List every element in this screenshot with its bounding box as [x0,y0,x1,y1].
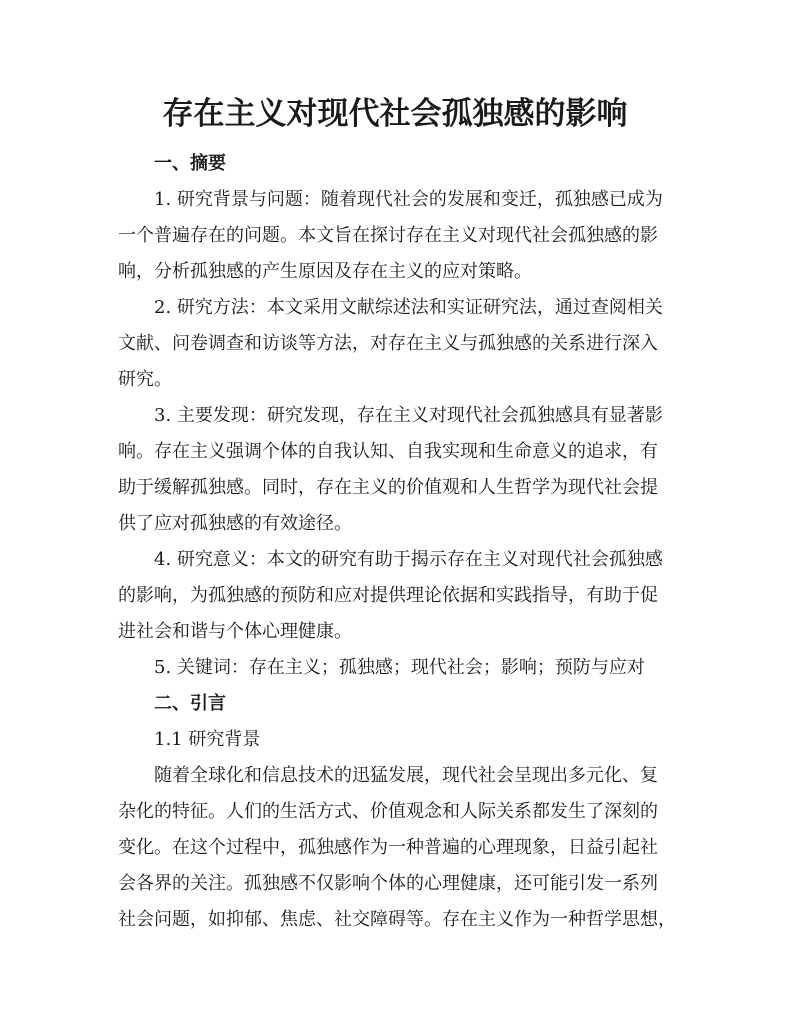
abstract-item-1 [118,182,672,290]
text-line: 2. 研究方法：本文采用文献综述法和实证研究法，通过查阅相关 [154,297,663,318]
background-paragraph [118,758,676,938]
abstract-item-2 [118,290,672,398]
text-line: 4. 研究意义：本文的研究有助于揭示存在主义对现代社会孤独感 [154,549,663,570]
text-line: 一个普遍存在的问题。本文旨在探讨存在主义对现代社会孤独感的影 [118,225,658,246]
abstract-item-5-keywords [118,650,672,686]
text-line: 的影响，为孤独感的预防和应对提供理论依据和实践指导，有助于促 [118,585,658,606]
document-title: 存在主义对现代社会孤独感的影响 [162,96,628,132]
text-line: 会各界的关注。孤独感不仅影响个体的心理健康，还可能引发一系列 [118,873,658,894]
section-heading-abstract: 一、摘要 [154,153,226,174]
text-line: 供了应对孤独感的有效途径。 [118,513,352,534]
text-line: 助于缓解孤独感。同时，存在主义的价值观和人生哲学为现代社会提 [118,477,658,498]
text-line: 杂化的特征。人们的生活方式、价值观念和人际关系都发生了深刻的 [118,801,658,822]
text-line: 1. 研究背景与问题：随着现代社会的发展和变迁，孤独感已成为 [154,189,663,210]
section-heading-introduction: 二、引言 [154,693,226,714]
text-line: 研究。 [118,369,172,390]
text-line: 5. 关键词：存在主义；孤独感；现代社会；影响；预防与应对 [154,657,645,678]
abstract-item-3 [118,398,672,542]
text-line: 进社会和谐与个体心理健康。 [118,621,352,642]
text-line: 社会问题，如抑郁、焦虑、社交障碍等。存在主义作为一种哲学思想， [118,909,676,930]
text-line: 3. 主要发现：研究发现，存在主义对现代社会孤独感具有显著影 [154,405,663,426]
text-line: 响。存在主义强调个体的自我认知、自我实现和生命意义的追求，有 [118,441,658,462]
abstract-item-4 [118,542,672,650]
text-line: 随着全球化和信息技术的迅猛发展，现代社会呈现出多元化、复 [154,765,658,786]
text-line: 响，分析孤独感的产生原因及存在主义的应对策略。 [118,261,532,282]
subsection-heading-background: 1.1 研究背景 [154,729,261,750]
text-line: 文献、问卷调查和访谈等方法，对存在主义与孤独感的关系进行深入 [118,333,658,354]
text-line: 变化。在这个过程中，孤独感作为一种普遍的心理现象，日益引起社 [118,837,658,858]
